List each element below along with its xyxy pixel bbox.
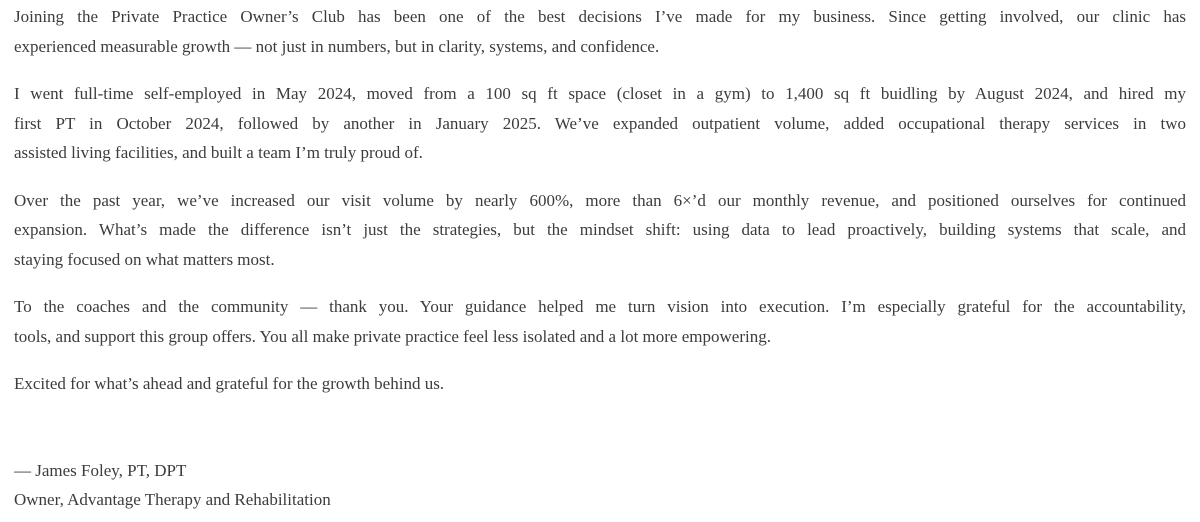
paragraph (14, 186, 1186, 275)
text-line: I went full-time self-employed in May 2024, moved from a 100 sq ft space (closet in a gym) to 1,400 sq ft buidling by August 2024, and hired my (14, 84, 1186, 103)
signature-title: Owner, Advantage Therapy and Rehabilitation (14, 490, 331, 509)
paragraph (14, 369, 1186, 399)
text-line: experienced measurable growth — not just in numbers, but in clarity, systems, and confidence. (14, 36, 660, 56)
paragraph (14, 292, 1186, 351)
paragraph (14, 2, 1186, 61)
text-line: Excited for what’s ahead and grateful for the growth behind us. (14, 374, 445, 393)
testimonial-body (14, 2, 1186, 399)
text-line: To the coaches and the community — thank you. Your guidance helped me turn vision into execution. I’m especially grateful for the accountability, (14, 297, 1186, 316)
signature-block (14, 456, 1186, 515)
signature-name: — James Foley, PT, DPT (14, 460, 187, 480)
paragraph (14, 79, 1186, 168)
text-line: Over the past year, we’ve increased our visit volume by nearly 600%, more than 6×’d our monthly revenue, and positioned ourselves for continued (14, 190, 1186, 210)
text-line: assisted living facilities, and built a team I’m truly proud of. (14, 143, 423, 162)
text-line: staying focused on what matters most. (14, 249, 275, 269)
text-line: Joining the Private Practice Owner’s Club has been one of the best decisions I’ve made for my business. Since getting involved, our clinic has (14, 7, 1186, 26)
text-line: expansion. What’s made the difference isn’t just the strategies, but the mindset shift: using data to lead proactively, building systems that scale, and (14, 220, 1186, 239)
text-line: first PT in October 2024, followed by another in January 2025. We’ve expanded outpatient volume, added occupational therapy services in two (14, 113, 1186, 133)
text-line: tools, and support this group offers. You all make private practice feel less isolated and a lot more empowering. (14, 326, 771, 346)
